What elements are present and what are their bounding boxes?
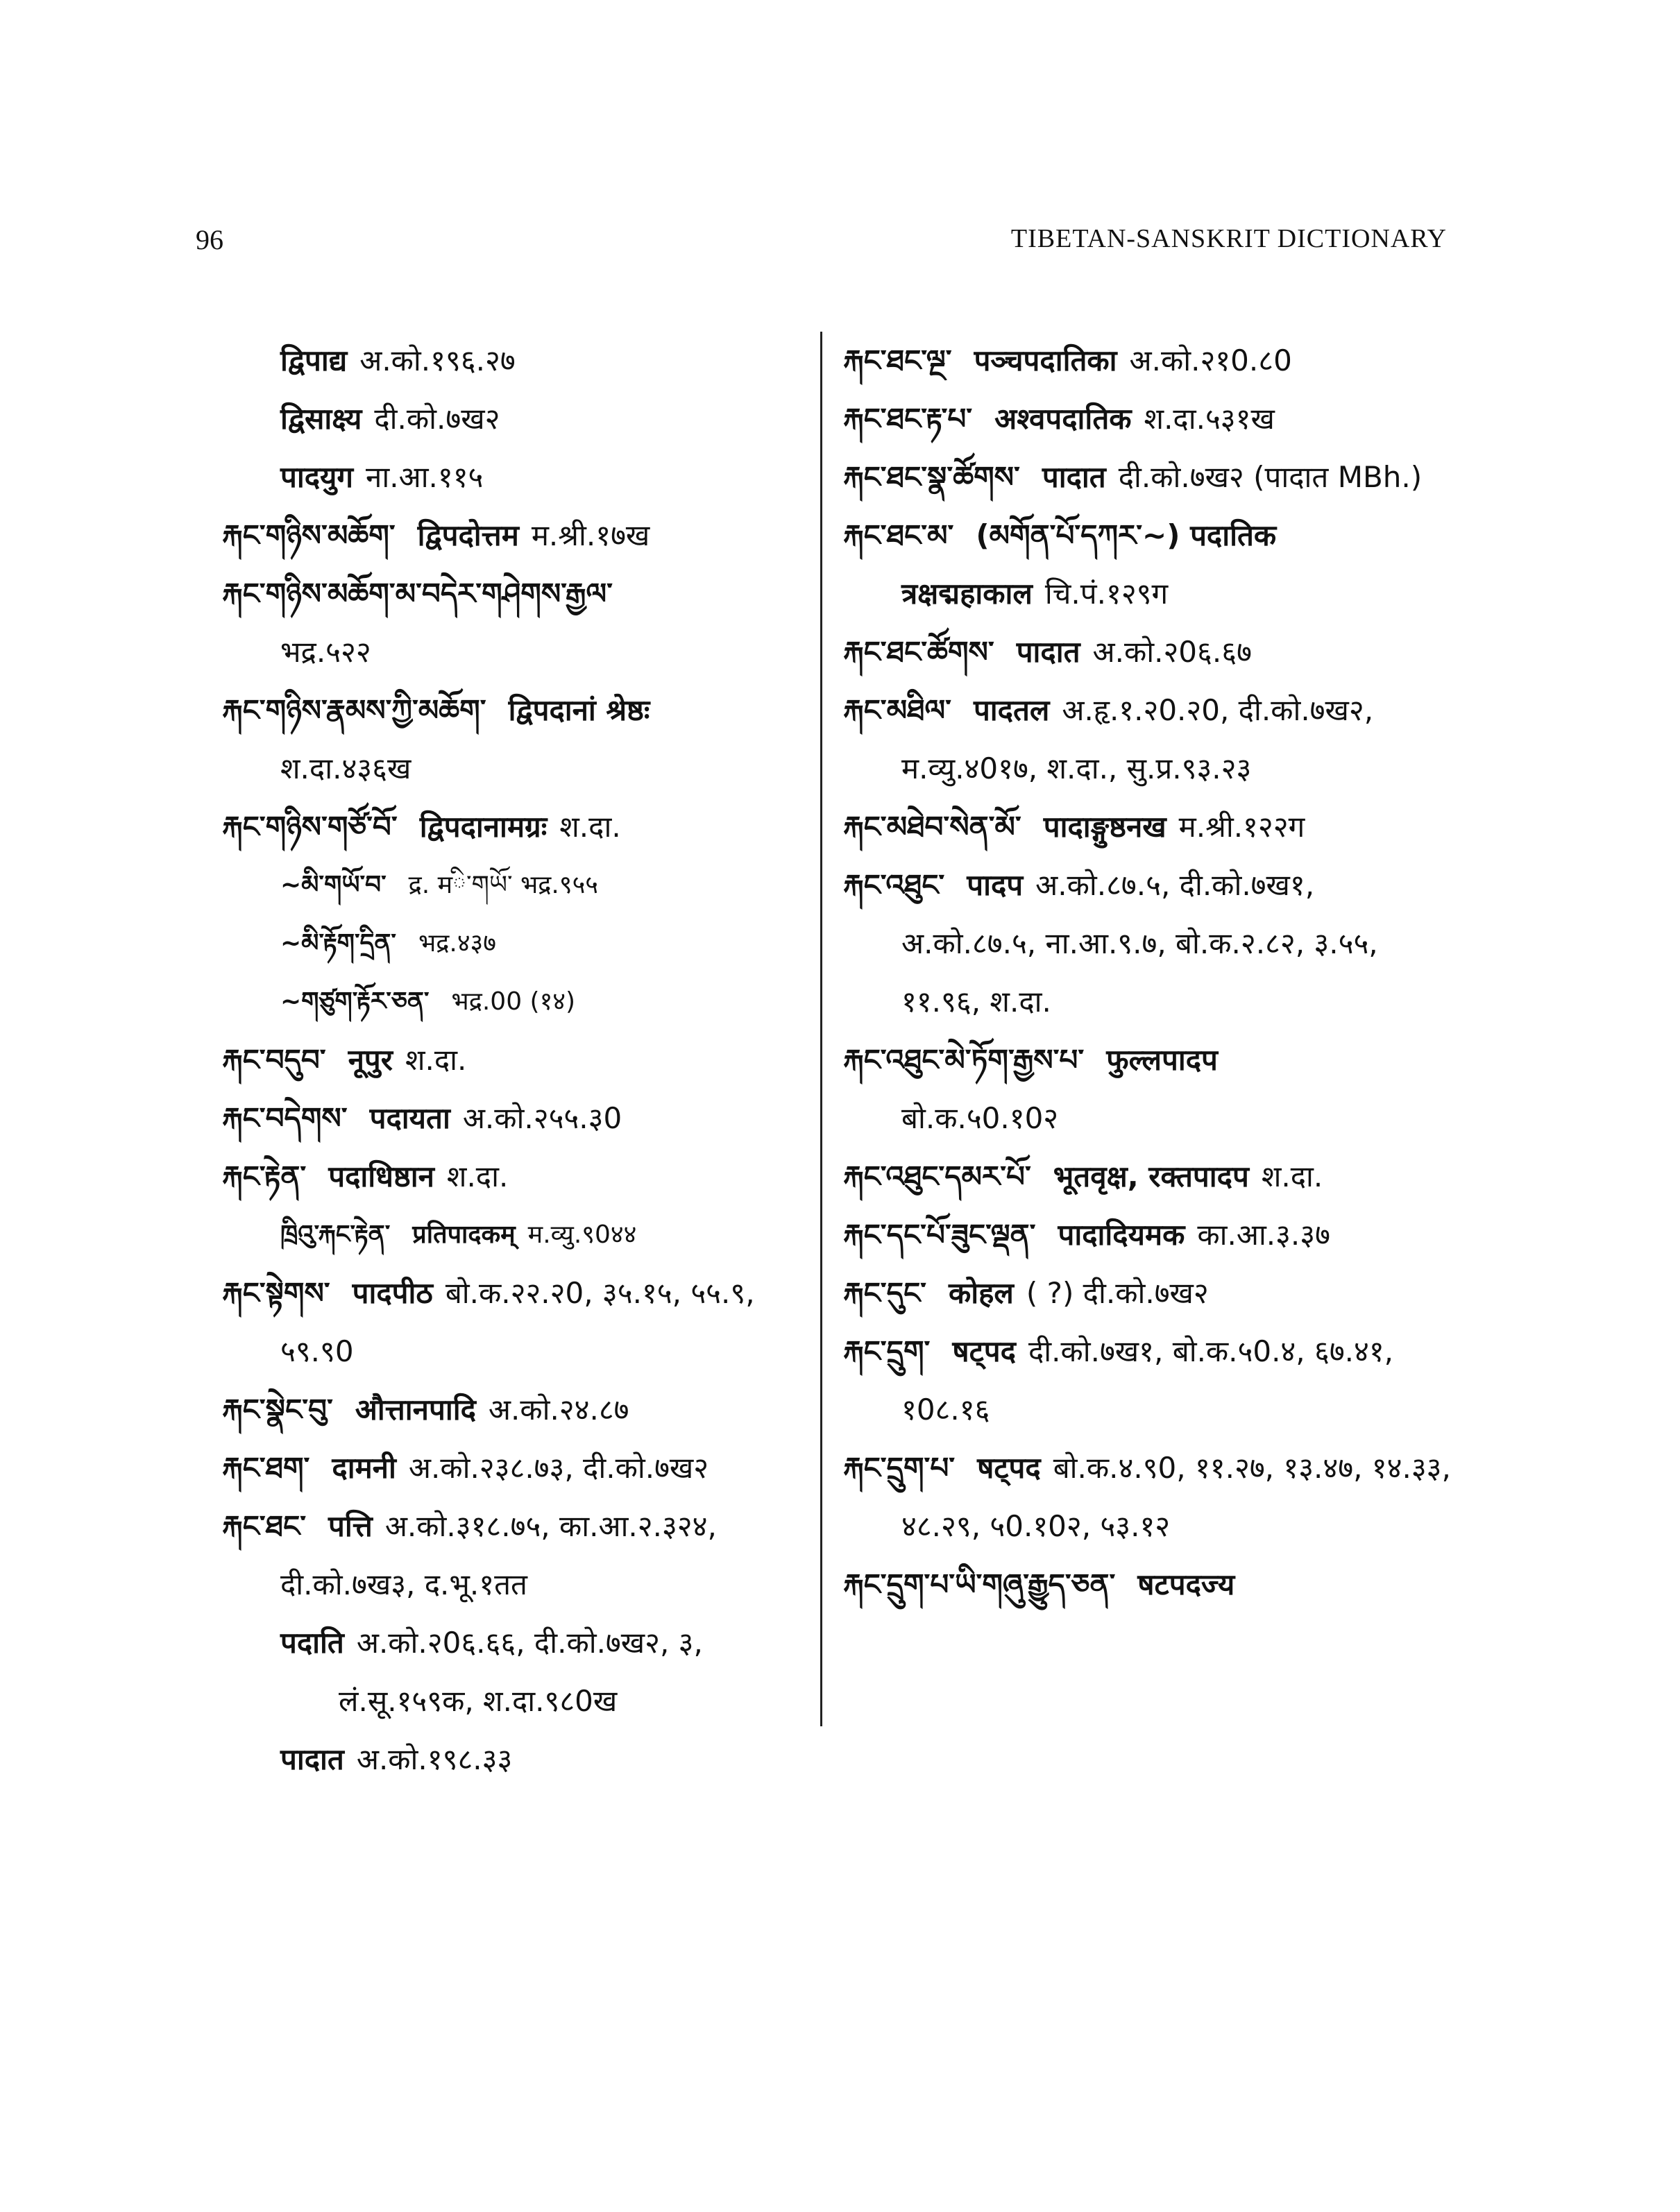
entry-kang-tag: རྐང་ཐག་ दामनी अ.को.२३८.७३, दी.को.७ख२ (222, 1451, 709, 1485)
entry-kang-nyi-chog-ma-dewar: རྐང་གཉིས་མཆོག་མ་བདེར་གཤེགས་རྒྱལ་ भद्र.५२२ (222, 577, 613, 669)
entry-kang-tang: རྐང་ཐང་ पत्ति अ.को.३१८.७५, का.आ.२.३२४, दी.को.७ख३, द.भू.१तत (222, 1509, 717, 1601)
subentry-mi-yowa: ~མི་གཡོ་བ་ द्र. मི་གཡོ་ भद्र.९५५ (280, 871, 599, 899)
page-header (0, 0, 1680, 291)
right-column (843, 332, 1454, 1614)
subentry-tsug-tor-chen: ~གཙུག་རྟོར་ཅན་ भद्र.00 (१४) (280, 987, 576, 1016)
entry-dvipadya: द्विपाद्य अ.को.१९६.२७ (280, 343, 516, 377)
entry-padayuga: पादयुग ना.आ.११५ (280, 460, 484, 494)
entry-kang-deg: རྐང་བདེགས་ पदायता अ.को.२५५.३0 (222, 1101, 622, 1135)
entry-kang-tang-ta-pa: རྐང་ཐང་རྟ་པ་ अश्वपदातिक श.दा.५३१ख (843, 402, 1275, 436)
entry-kang-neng-bu: རྐང་སྣེང་བུ་ औत्तानपादि अ.को.२४.८७ (222, 1393, 629, 1427)
entry-padata: पादात अ.को.१९८.३३ (280, 1742, 513, 1776)
subentry-triu-kang-ten: ཁྲིའུ་རྐང་རྟེན་ प्रतिपादकम् म.व्यु.९0४४ (280, 1220, 637, 1249)
entry-padati: पदाति अ.को.२0६.६६, दी.को.७ख२, ३, लं.सू.१५९क, श.दा.९८0ख (280, 1626, 703, 1718)
running-head: TIBETAN-SANSKRIT DICTIONARY (1010, 224, 1447, 253)
subentry-mi-tog-drin: ~མི་རྟོག་དྲིན་ भद्र.४३७ (280, 929, 496, 958)
entry-kang-tang-nga: རྐང་ཐང་ལྔ་ पञ्चपदातिका अ.को.२१0.८0 (843, 343, 1292, 377)
entry-kang-tang-tsog: རྐང་ཐང་ཚོགས་ पादात अ.को.२0६.६७ (843, 635, 1252, 669)
entry-kang-tang-ma: རྐང་ཐང་མ་ (མགོན་པོ་དཀར་~) पदातिक त्रक्षद्महाकाल चि.पं.१२९ग (843, 518, 1277, 611)
entry-kang-til: རྐང་མཐིལ་ पादतल अ.हृ.१.२0.२0, दी.को.७ख२, म.व्यु.४0१७, श.दा., सु.प्र.९३.२३ (843, 693, 1374, 785)
entry-kang-nyi-nam-chog: རྐང་གཉིས་རྣམས་ཀྱི་མཆོག་ द्विपदानां श्रेष्ठः श.दा.४३६ख (222, 693, 650, 785)
column-divider (820, 332, 822, 1726)
entry-kang-tung-marpo: རྐང་འཐུང་དམར་པོ་ भूतवृक्ष, रक्तपादप श.दा. (843, 1159, 1323, 1193)
entry-kang-teb-sen-mo: རྐང་མཐེབ་སེན་མོ་ पादाङ्गुष्ठनख म.श्री.१२२ग (843, 810, 1305, 844)
entry-dvisakshya: द्विसाक्ष्य दी.को.७ख२ (280, 402, 500, 436)
entry-kang-ten: རྐང་རྟེན་ पदाधिष्ठान श.दा. (222, 1159, 509, 1193)
entry-kang-tung: རྐང་འཐུང་ पादप अ.को.८७.५, दी.को.७ख१, अ.को.८७.५, ना.आ.९.७, बो.क.२.८२, ३.५५, ११.९६, श.दा. (843, 868, 1378, 1019)
entry-kang-dub: རྐང་བདུབ་ नूपुर श.दा. (222, 1043, 467, 1077)
entry-kang-drug-pa: རྐང་དྲུག་པ་ षट्पद बो.क.४.९0, ११.२७, १३.४७, १४.३३, ४८.२९, ५0.१0२, ५३.१२ (843, 1451, 1451, 1543)
entry-kang-drug: རྐང་དྲུག་ षट्पद दी.को.७ख१, बो.क.५0.४, ६७.४१, १0८.१६ (843, 1334, 1394, 1427)
entry-kang-tang-natsog: རྐང་ཐང་སྣ་ཚོགས་ पादात दी.को.७ख२ (पादात MBh.) (843, 460, 1423, 494)
entry-kang-nyi-tsowo: རྐང་གཉིས་གཙོ་བོ་ द्विपदानामग्रः श.दा. (222, 810, 621, 844)
entry-kang-drug-pa-yi-zhu: རྐང་དྲུག་པ་ཡི་གཞུ་རྒྱུད་ཅན་ षटपदज्य (843, 1567, 1235, 1601)
entry-kang-nyi-chog: རྐང་གཉིས་མཆོག་ द्विपदोत्तम म.श्री.१७ख (222, 518, 650, 552)
entry-kang-dung: རྐང་དུང་ कोहल ( ?) दी.को.७ख२ (843, 1276, 1209, 1310)
entry-kang-dang-po: རྐང་དང་པོ་ཟུང་ལྡན་ पादादियमक का.आ.३.३७ (843, 1218, 1330, 1252)
entry-kang-tung-metog: རྐང་འཐུང་མེ་ཏོག་རྒྱས་པ་ फुल्लपादप बो.क.५0.१0२ (843, 1043, 1218, 1135)
page-number: 96 (196, 224, 223, 255)
entry-kang-teg: རྐང་སྟེགས་ पादपीठ बो.क.२२.२0, ३५.१५, ५५.९, ५९.९0 (222, 1276, 755, 1368)
left-column (222, 332, 812, 1789)
